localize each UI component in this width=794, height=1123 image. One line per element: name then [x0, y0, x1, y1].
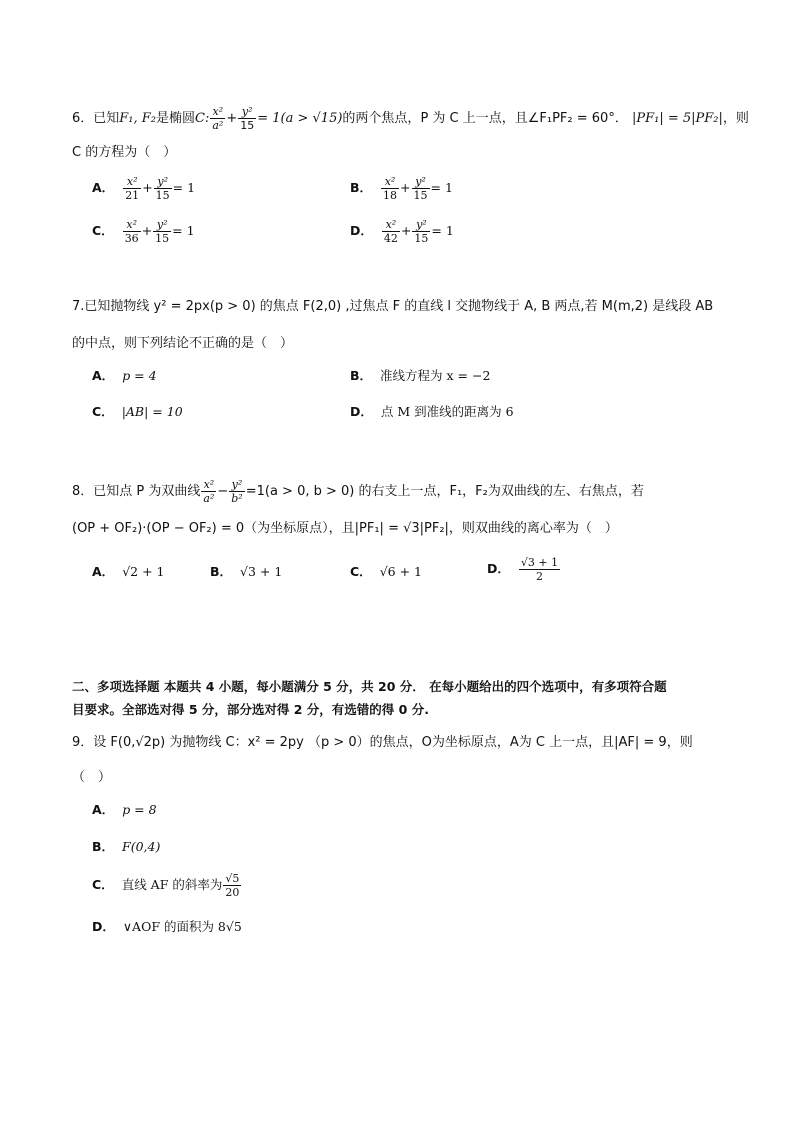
q6-text-4: ，则: [722, 111, 749, 126]
q7-option-d[interactable]: D． 点 M 到准线的距离为 6: [350, 404, 514, 419]
q8-stem-line2: (OP + OF₂)·(OP − OF₂) = 0（为坐标原点），且|PF₁| = √3|PF₂|，则双曲线的离心率为（ ）: [72, 521, 618, 536]
q9-option-d[interactable]: D． ∨AOF 的面积为 8√5: [92, 919, 242, 934]
q6-option-a[interactable]: A． $\frac{\text{x²}}{21}$ + $\frac{\text{y²}}{15}$ = 1: [92, 175, 196, 202]
q9-stem-line1: 9．设 F(0,√2p) 为抛物线 C：x² = 2py （p > 0）的焦点，O为坐标原点，A为 C 上一点，且|AF| = 9，则: [72, 735, 693, 750]
q6-option-b[interactable]: B． $\frac{\text{x²}}{18}$ + $\frac{\text{y²}}{15}$ = 1: [350, 175, 453, 202]
q9-option-b[interactable]: B． F(0,4): [92, 839, 161, 854]
q6-condition: = 1(a > √15): [257, 111, 343, 126]
q9-option-a[interactable]: A． p = 8: [92, 802, 157, 817]
q8-option-d[interactable]: D． $\frac{√3 + 1}{2}$: [487, 556, 559, 583]
q6-stem-line2: C 的方程为（ ）: [72, 145, 177, 160]
q7-stem-line2: 的中点，则下列结论不正确的是（ ）: [72, 336, 294, 351]
q7-stem-line1: 7.已知抛物线 y² = 2px(p > 0) 的焦点 F(2,0) ,过焦点 F 的直线 l 交抛物线于 A, B 两点,若 M(m,2) 是线段 AB: [72, 299, 714, 314]
q6-text: 是椭圆: [156, 111, 196, 126]
q6-prefix: 6．已知: [72, 111, 120, 126]
q6-frac-y: $\frac{\text{y²}}{15}$: [240, 105, 255, 132]
q6-option-d[interactable]: D． $\frac{\text{x²}}{42}$ + $\frac{\text{y²}}{15}$ = 1: [350, 218, 454, 245]
section2-heading-line2: 目要求。全部选对得 5 分，部分选对得 2 分，有选错的得 0 分.: [72, 702, 429, 717]
q6-ellipse-label: C:: [195, 111, 210, 126]
q8-option-b[interactable]: B． √3 + 1: [210, 564, 283, 579]
q6-stem-line1: 6．已知F₁, F₂是椭圆C: $\frac{\text{x²}}{\text{a²}}$ + $\frac{\text{y²}}{15}$ = 1(a > √15)的两个焦点，P 为 C 上一点，且∠F₁PF₂ = 60°． |PF₁| = 5|PF₂|，则: [72, 105, 749, 132]
q7-option-b[interactable]: B． 准线方程为 x = −2: [350, 368, 491, 383]
q9-stem-line2: （ ）: [72, 770, 112, 785]
q7-option-c[interactable]: C． |AB| = 10: [92, 404, 183, 419]
q6-foci: F₁, F₂: [119, 111, 157, 126]
q7-option-a[interactable]: A． p = 4: [92, 368, 157, 383]
q6-ratio: |PF₁| = 5|PF₂|: [631, 111, 723, 126]
q8-option-c[interactable]: C． √6 + 1: [350, 564, 422, 579]
q9-option-c[interactable]: C． 直线 AF 的斜率为 $\frac{√5}{20}$: [92, 872, 240, 899]
q6-frac-x: $\frac{\text{x²}}{\text{a²}}$: [212, 105, 224, 132]
q6-option-c[interactable]: C． $\frac{\text{x²}}{36}$ + $\frac{\text{y²}}{15}$ = 1: [92, 218, 195, 245]
q8-option-a[interactable]: A． √2 + 1: [92, 564, 165, 579]
section2-heading-line1: 二、多项选择题 本题共 4 小题，每小题满分 5 分，共 20 分． 在每小题给出的四个选项中，有多项符合题: [72, 679, 667, 694]
q6-text-2: 的两个焦点，: [342, 111, 421, 126]
q8-stem-line1: 8．已知点 P 为双曲线 $\frac{\text{x²}}{\text{a²}}$ − $\frac{\text{y²}}{\text{b²}}$ =1(a > 0, b > 0) 的右支上一点，F₁，F₂为双曲线的左、右焦点，若: [72, 478, 644, 505]
q6-text-3: P 为 C 上一点，且∠F₁PF₂ = 60°．: [420, 111, 628, 126]
